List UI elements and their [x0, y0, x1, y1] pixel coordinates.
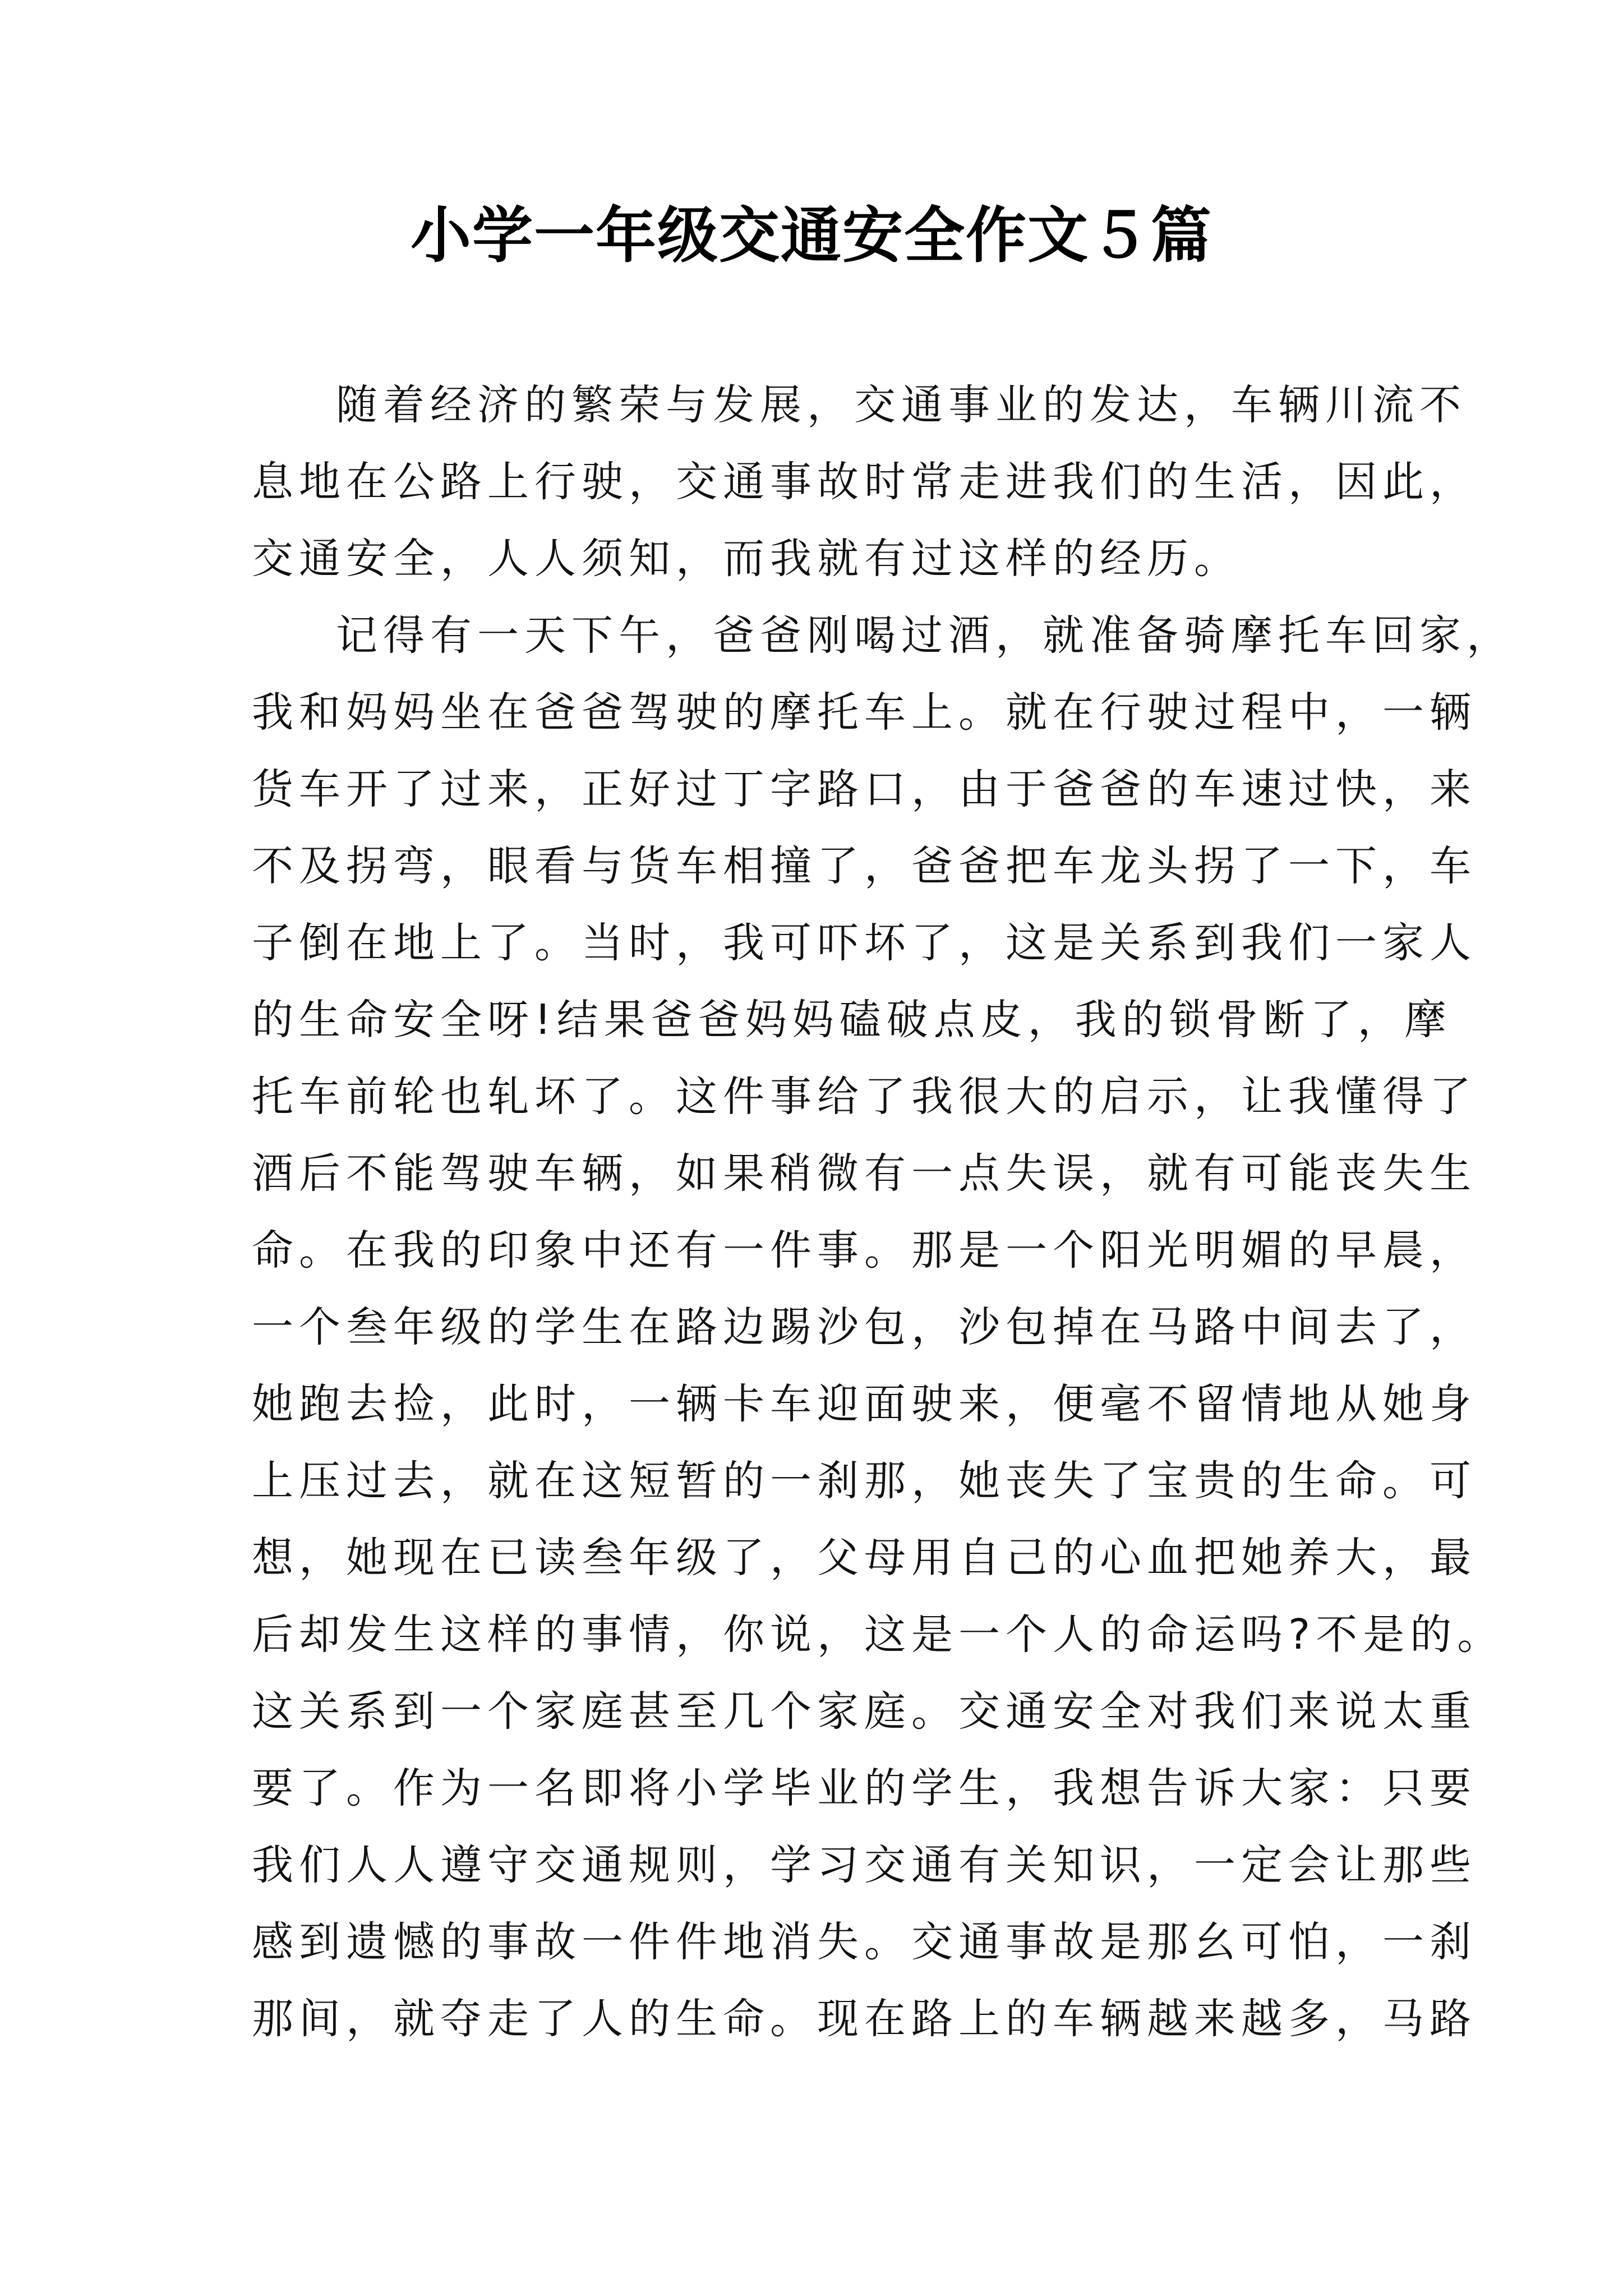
- text-line: 要了。作为一名即将小学毕业的学生，我想告诉大家：只要: [252, 1764, 1477, 1812]
- text-line: 托车前轮也轧坏了。这件事给了我很大的启示，让我懂得了: [252, 1073, 1477, 1121]
- text-line: 我们人人遵守交通规则，学习交通有关知识，一定会让那些: [252, 1841, 1477, 1889]
- text-line: 息地在公路上行驶，交通事故时常走进我们的生活，因此，: [252, 458, 1477, 506]
- text-line: 那间，就夺走了人的生命。现在路上的车辆越来越多，马路: [252, 1995, 1477, 2043]
- text-line: 子倒在地上了。当时，我可吓坏了，这是关系到我们一家人: [252, 919, 1477, 967]
- text-line: 上压过去，就在这短暂的一刹那，她丧失了宝贵的生命。可: [252, 1457, 1477, 1505]
- text-line: 随着经济的繁荣与发展，交通事业的发达，车辆川流不: [336, 381, 1467, 429]
- text-line: 不及拐弯，眼看与货车相撞了，爸爸把车龙头拐了一下，车: [252, 842, 1477, 890]
- text-line: 的生命安全呀!结果爸爸妈妈磕破点皮，我的锁骨断了，摩: [252, 996, 1452, 1044]
- text-line: 想，她现在已读叁年级了，父母用自己的心血把她养大，最: [252, 1534, 1477, 1582]
- text-line: 这关系到一个家庭甚至几个家庭。交通安全对我们来说太重: [252, 1687, 1477, 1736]
- text-line: 感到遗憾的事故一件件地消失。交通事故是那幺可怕，一刹: [252, 1918, 1477, 1966]
- text-line: 交通安全，人人须知，而我就有过这样的经历。: [252, 535, 1241, 583]
- text-line: 我和妈妈坐在爸爸驾驶的摩托车上。就在行驶过程中，一辆: [252, 688, 1477, 737]
- text-line: 记得有一天下午，爸爸刚喝过酒，就准备骑摩托车回家，: [336, 611, 1514, 660]
- document-body: [252, 367, 1514, 2058]
- text-line: 一个叁年级的学生在路边踢沙包，沙包掉在马路中间去了，: [252, 1303, 1477, 1351]
- document-title: 小学一年级交通安全作文５篇: [410, 200, 1212, 271]
- text-line: 货车开了过来，正好过丁字路口，由于爸爸的车速过快，来: [252, 765, 1477, 813]
- text-line: 命。在我的印象中还有一件事。那是一个阳光明媚的早晨，: [252, 1226, 1477, 1274]
- paragraph-2: [252, 597, 1514, 2058]
- paragraph-1: [252, 367, 1477, 597]
- text-line: 后却发生这样的事情，你说，这是一个人的命运吗?不是的。: [252, 1611, 1505, 1659]
- text-line: 她跑去捡，此时，一辆卡车迎面驶来，便毫不留情地从她身: [252, 1380, 1477, 1428]
- text-line: 酒后不能驾驶车辆，如果稍微有一点失误，就有可能丧失生: [252, 1149, 1477, 1198]
